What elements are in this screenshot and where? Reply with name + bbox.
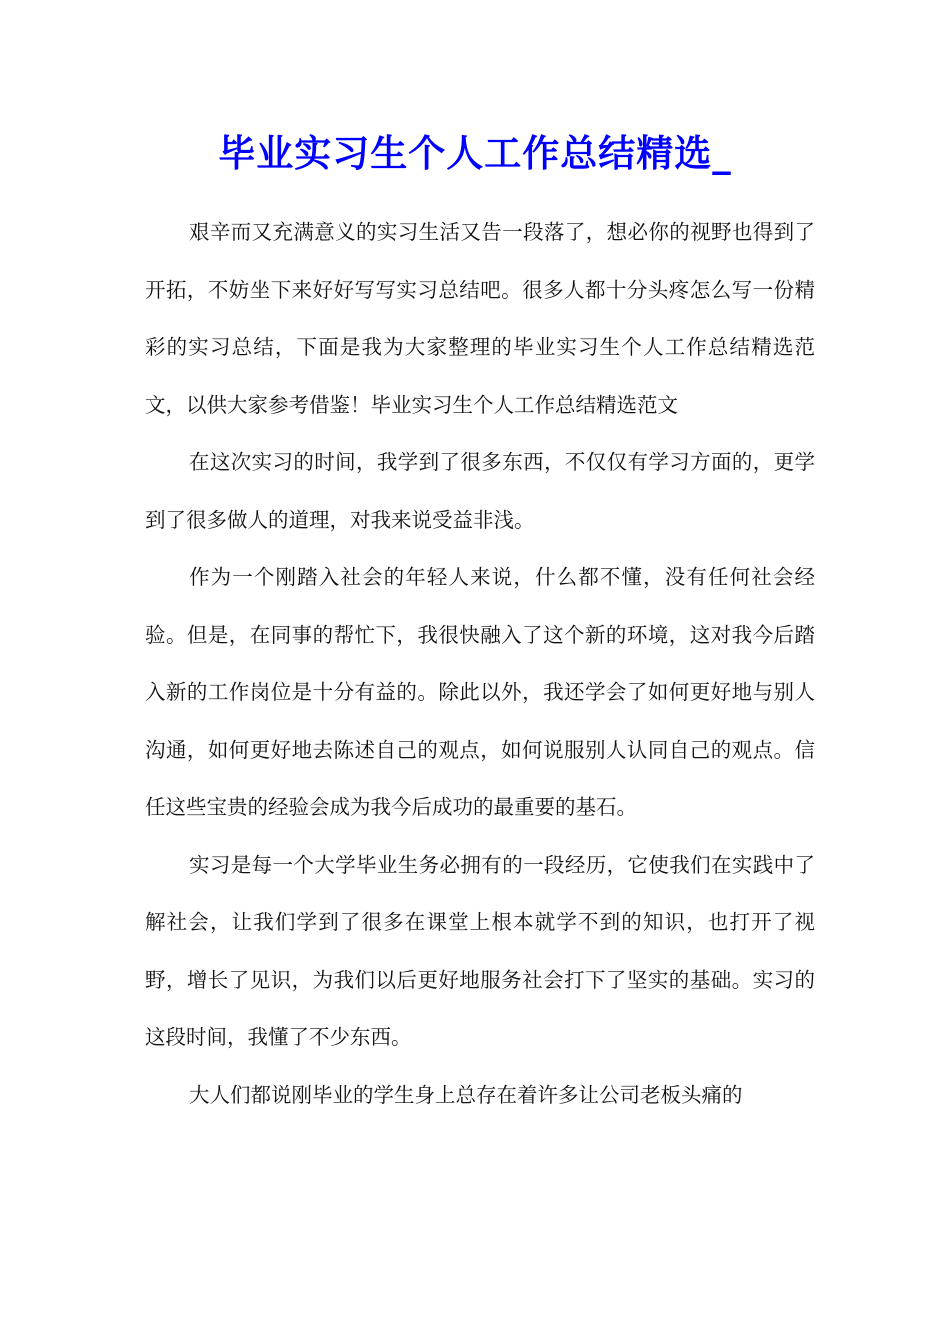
paragraph-3: 作为一个刚踏入社会的年轻人来说，什么都不懂，没有任何社会经验。但是，在同事的帮忙下，我很快融入了这个新的环境，这对我今后踏入新的工作岗位是十分有益的。除此以外，我还学会了如何更好地与别人沟通，如何更好地去陈述自己的观点，如何说服别人认同自己的观点。信任这些宝贵的经验会成为我今后成功的最重要的基石。 — [145, 565, 815, 819]
paragraph-intro: 艰辛而又充满意义的实习生活又告一段落了，想必你的视野也得到了开拓，不妨坐下来好好写写实习总结吧。很多人都十分头疼怎么写一份精彩的实习总结，下面是我为大家整理的毕业实习生个人工作总结精选范文，以供大家参考借鉴！毕业实习生个人工作总结精选范文 — [145, 220, 815, 417]
paragraph-2: 在这次实习的时间，我学到了很多东西，不仅仅有学习方面的，更学到了很多做人的道理，对我来说受益非浅。 — [145, 450, 815, 532]
document-title: 毕业实习生个人工作总结精选_ — [218, 131, 732, 175]
paragraph-4: 实习是每一个大学毕业生务必拥有的一段经历，它使我们在实践中了解社会，让我们学到了很多在课堂上根本就学不到的知识，也打开了视野，增长了见识，为我们以后更好地服务社会打下了坚实的基础。实习的这段时间，我懂了不少东西。 — [145, 852, 815, 1049]
paragraph-5: 大人们都说刚毕业的学生身上总存在着许多让公司老板头痛的 — [189, 1082, 743, 1107]
document-body — [145, 204, 815, 1124]
